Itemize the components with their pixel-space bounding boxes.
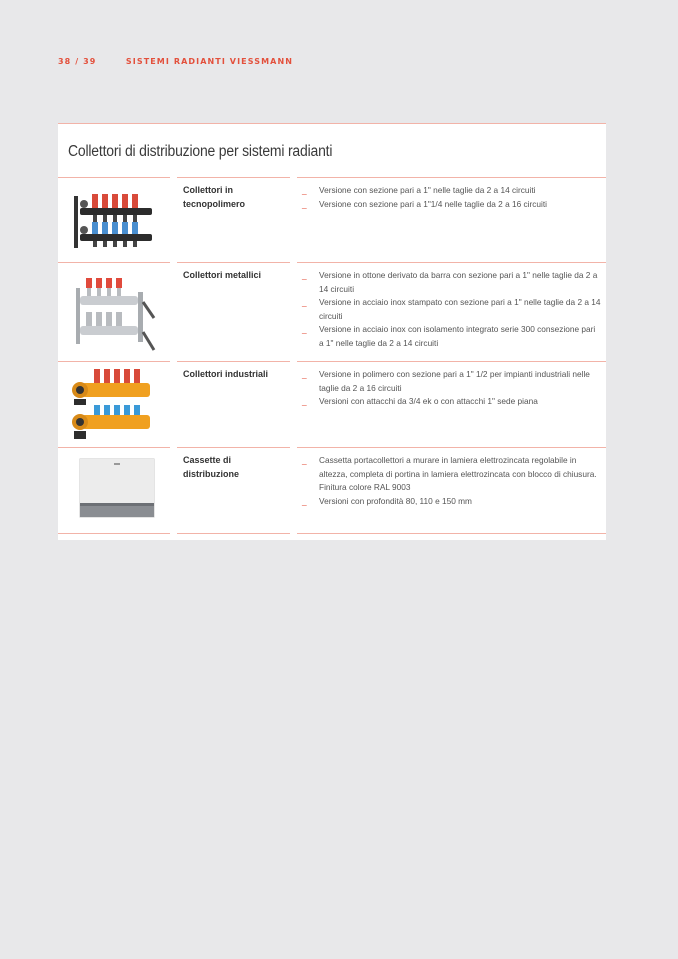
row-product-name: Collettori industriali — [183, 369, 269, 379]
orange-industrial-manifold-photo — [70, 365, 162, 445]
row-product-name: Collettori in tecnopolimero — [183, 185, 246, 209]
page-header — [58, 57, 293, 66]
row-bullets — [302, 184, 602, 211]
bullet-item: _ Versione in acciaio inox stampato con sezione pari a 1" nelle taglie da 2 a 14 circuiti — [302, 297, 601, 321]
table-row — [58, 177, 606, 262]
table-title: Collettori di distribuzione per sistemi radianti — [68, 143, 333, 160]
bullet-item: _ Cassetta portacollettori a murare in lamiera elettrozincata regolabile in altezza, completa di portina in lamiera elettrozincata con blocco di chiusura. Finitura colore RAL 9003 — [302, 455, 597, 493]
row-bullets — [302, 454, 602, 508]
bullet-item: _ Versioni con attacchi da 3/4 ek o con attacchi 1" sede piana — [302, 396, 538, 407]
product-table-card — [58, 123, 606, 540]
distribution-cabinet-photo — [70, 457, 162, 519]
bullet-item: _ Versione in ottone derivato da barra con sezione pari a 1" nelle taglie da 2 a 14 circuiti — [302, 270, 598, 294]
table-row — [58, 447, 606, 533]
page-numbers: 38 / 39 — [58, 57, 97, 66]
bullet-item: _ Versione in polimero con sezione pari a 1" 1/2 per impianti industriali nelle taglie da 2 a 16 circuiti — [302, 369, 590, 393]
bullet-item: _ Versioni con profondità 80, 110 e 150 mm — [302, 495, 472, 506]
row-product-name: Cassette di distribuzione — [183, 455, 239, 479]
bullet-item: _ Versione con sezione pari a 1" nelle taglie da 2 a 14 circuiti — [302, 185, 536, 195]
steel-manifold-photo — [70, 272, 162, 356]
table-row — [58, 361, 606, 447]
table-bottom-rule — [58, 533, 606, 540]
row-bullets — [302, 368, 602, 409]
bullet-item: _ Versione con sezione pari a 1"1/4 nelle taglie da 2 a 16 circuiti — [302, 198, 548, 209]
bullet-item: _ Versione in acciaio inox con isolamento integrato serie 300 consezione pari a 1" nelle taglie da 2 a 14 circuiti — [302, 324, 596, 348]
row-bullets — [302, 269, 602, 351]
section-title: SISTEMI RADIANTI VIESSMANN — [125, 57, 294, 66]
black-polymer-manifold-photo — [70, 184, 162, 256]
row-product-name: Collettori metallici — [183, 270, 262, 280]
table-row — [58, 262, 606, 361]
